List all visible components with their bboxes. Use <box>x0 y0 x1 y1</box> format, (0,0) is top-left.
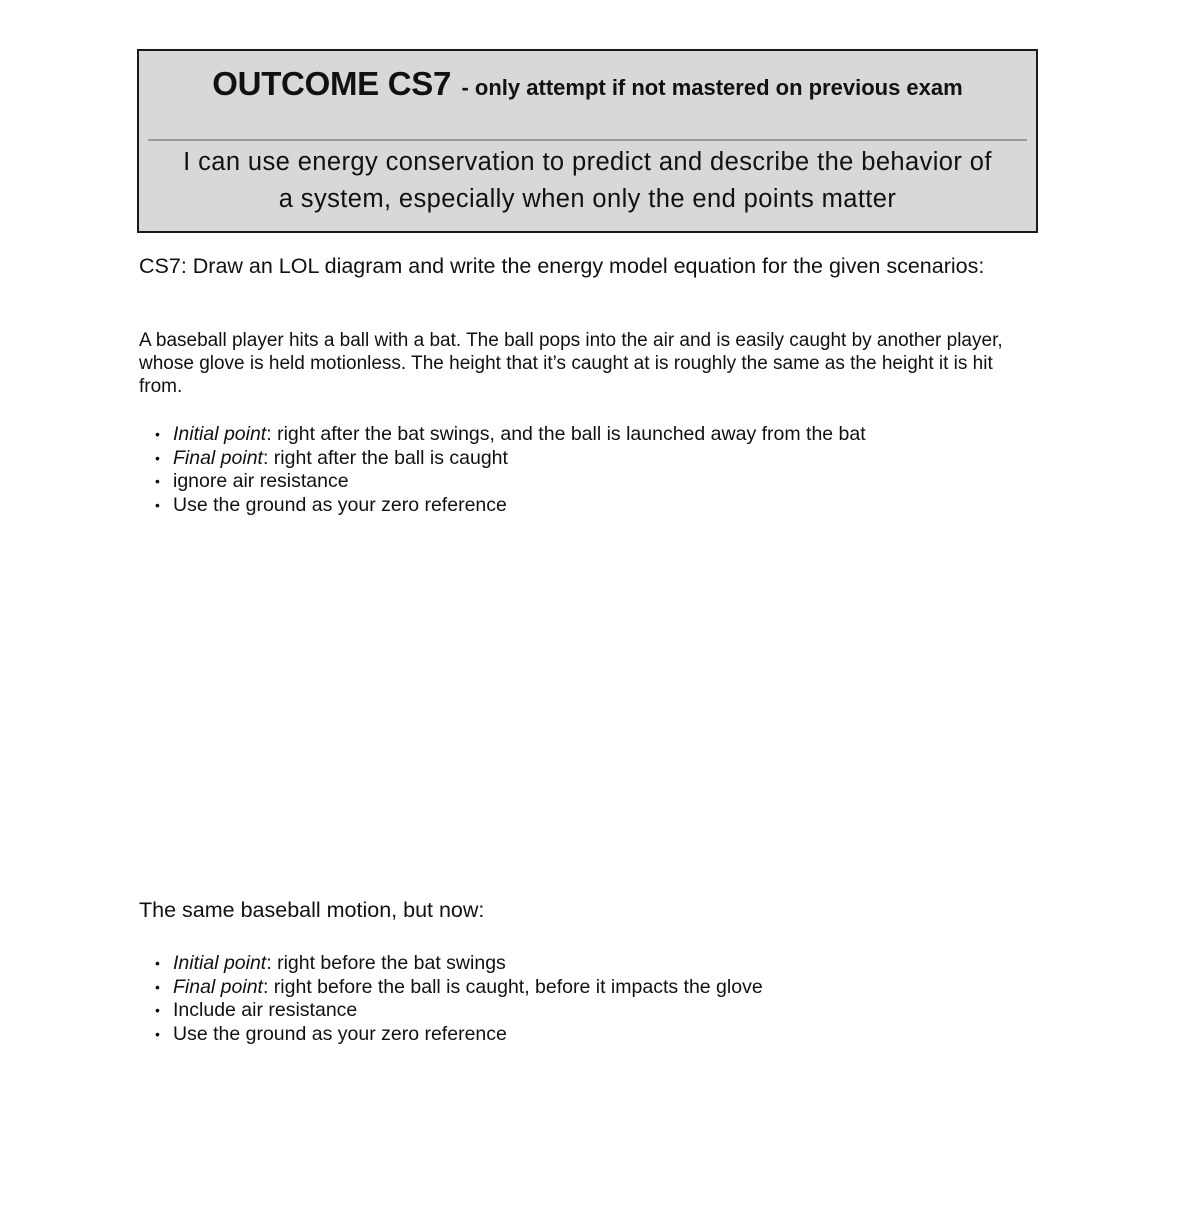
bullet-dot: • <box>155 955 160 971</box>
outcome-box <box>137 49 1038 233</box>
part2-bullet-initial <box>139 952 1019 976</box>
bullet-dot: • <box>155 449 160 466</box>
bullet-dot: • <box>155 1025 160 1042</box>
bullet-label: Final point <box>173 446 263 469</box>
part1-bullet-final <box>139 447 1019 471</box>
bullet-text: Use the ground as your zero reference <box>173 1022 507 1045</box>
part1-bullet-reference <box>139 494 1019 518</box>
part2-intro: The same baseball motion, but now: <box>139 898 485 922</box>
part1-bullet-initial <box>139 423 1019 447</box>
bullet-text: ignore air resistance <box>173 470 349 492</box>
scenario-description: A baseball player hits a ball with a bat. The ball pops into the air and is easily caught by another player, whose glove is held motionless. The height that it’s caught at is roughly the same as the height it is hit from. <box>139 330 1003 397</box>
bullet-text: : right before the bat swings <box>266 952 506 974</box>
bullet-label: Initial point <box>173 423 267 445</box>
bullet-text: Use the ground as your zero reference <box>173 493 507 516</box>
outcome-statement <box>139 144 1036 218</box>
outcome-note: - only attempt if not mastered on previous exam <box>461 75 963 100</box>
bullet-dot: • <box>155 426 160 442</box>
bullet-text: : right after the bat swings, and the ball is launched away from the bat <box>266 423 866 445</box>
task-prompt: CS7: Draw an LOL diagram and write the energy model equation for the given scenarios: <box>139 254 985 278</box>
part2-bullet-air <box>139 999 1019 1023</box>
outcome-divider <box>148 139 1027 141</box>
bullet-text: Include air resistance <box>173 999 358 1021</box>
bullet-text: : right before the ball is caught, before it impacts the glove <box>262 975 763 998</box>
part1-bullet-air <box>139 470 1019 494</box>
bullet-dot: • <box>155 978 160 995</box>
part2-bullet-list <box>139 952 1019 1046</box>
part2-bullet-reference <box>139 1023 1019 1047</box>
bullet-text: : right after the ball is caught <box>262 446 508 469</box>
bullet-dot: • <box>155 473 160 489</box>
bullet-dot: • <box>155 1002 160 1018</box>
bullet-dot: • <box>155 496 160 513</box>
outcome-title: OUTCOME CS7 <box>212 65 452 102</box>
part1-bullet-list <box>139 423 1019 517</box>
bullet-label: Initial point <box>173 952 267 974</box>
bullet-label: Final point <box>173 975 263 998</box>
outcome-statement-line-2: a system, especially when only the end points matter <box>278 185 897 213</box>
outcome-statement-line-1: I can use energy conservation to predict and describe the behavior of <box>183 148 992 176</box>
outcome-header <box>139 65 1036 103</box>
part2-bullet-final <box>139 976 1019 1000</box>
